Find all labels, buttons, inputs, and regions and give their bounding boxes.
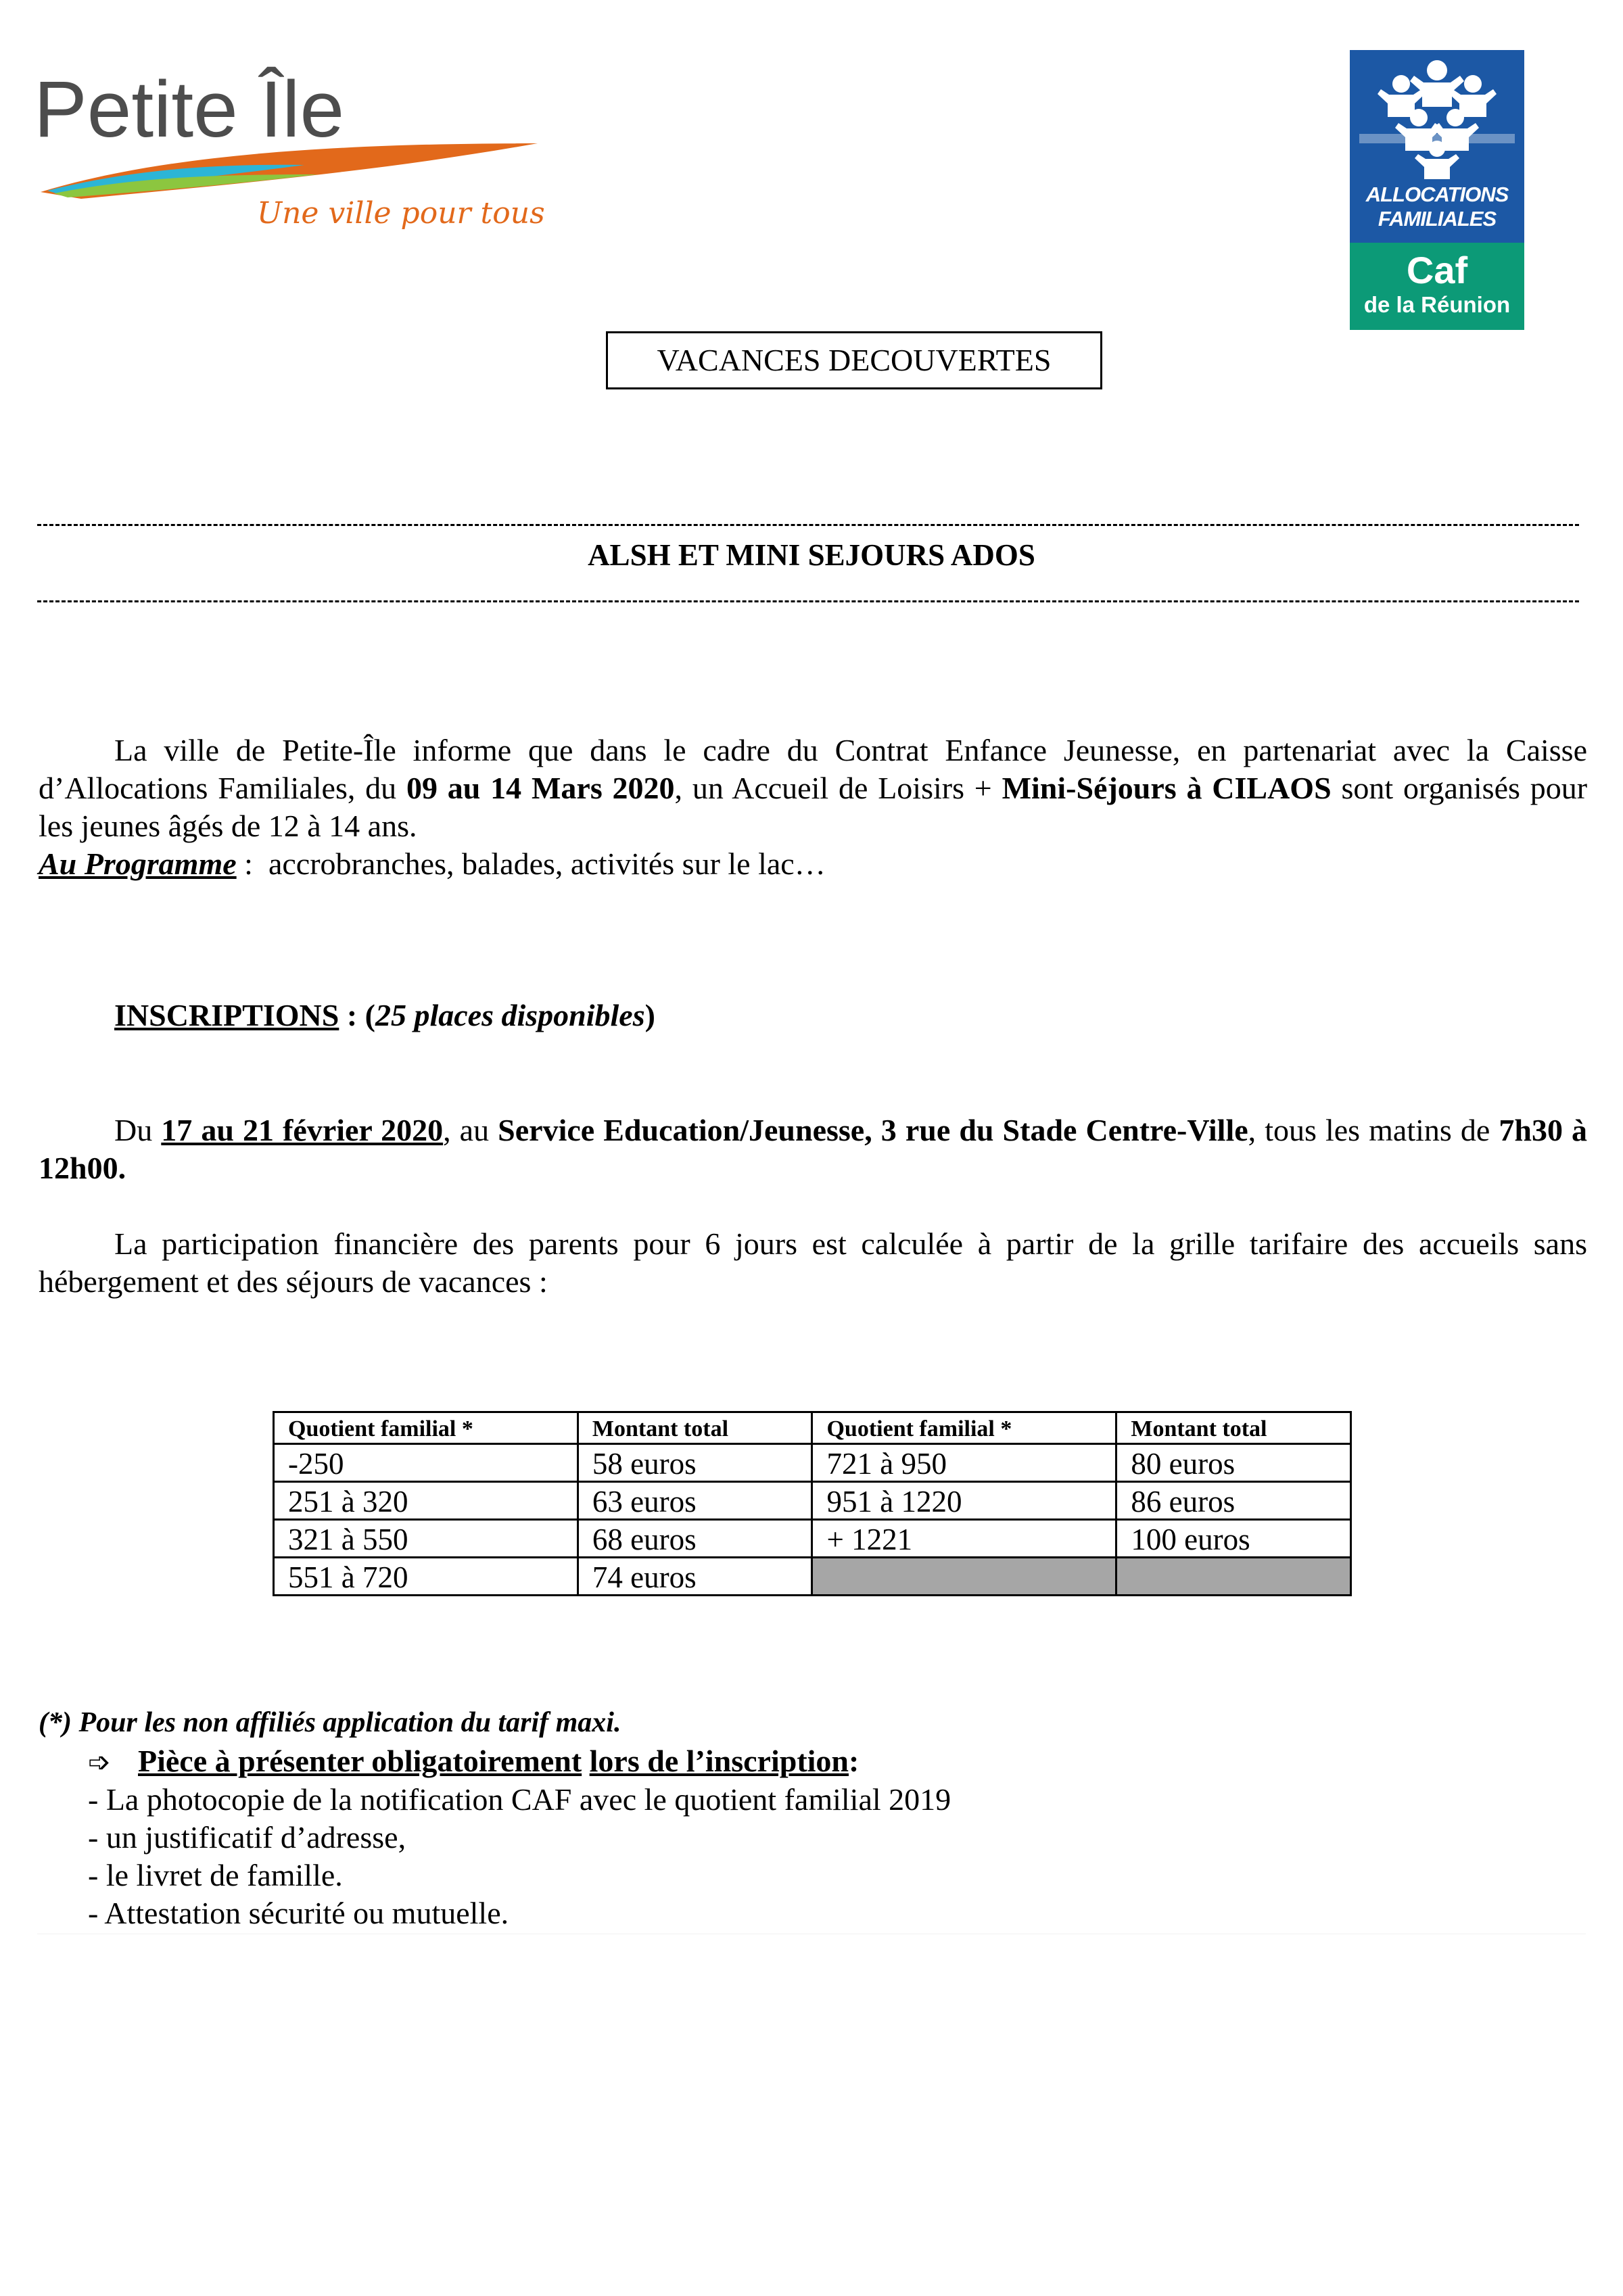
required-documents-list xyxy=(88,1781,951,1932)
list-item: - Attestation sécurité ou mutuelle. xyxy=(88,1896,509,1930)
table-row xyxy=(274,1482,1351,1520)
table-row xyxy=(274,1444,1351,1482)
table-cell: 74 euros xyxy=(578,1558,812,1596)
table-cell: 100 euros xyxy=(1116,1520,1351,1558)
table-cell: 63 euros xyxy=(578,1482,812,1520)
caf-logo-name: Caf xyxy=(1406,249,1468,291)
section-subtitle: ALSH ET MINI SEJOURS ADOS xyxy=(588,538,1035,572)
schedule-paragraph xyxy=(39,1111,1587,1187)
intro-text-2: , un Accueil de Loisirs + xyxy=(674,771,1002,805)
registration-place: Service Education/Jeunesse, 3 rue du Stade Centre-Ville xyxy=(498,1113,1248,1147)
table-header: Montant total xyxy=(1116,1412,1351,1444)
table-cell: 321 à 550 xyxy=(274,1520,578,1558)
programme-separator: : xyxy=(236,846,253,881)
dashed-divider-top xyxy=(37,524,1579,526)
required-documents-title-c: lors de l’inscription xyxy=(589,1744,849,1778)
logo-tagline: Une ville pour tous xyxy=(257,196,545,231)
programme-label: Au Programme xyxy=(39,846,237,881)
programme-text: accrobranches, balades, activités sur le lac… xyxy=(268,846,826,881)
table-row xyxy=(274,1558,1351,1596)
intro-text-3: sont organisés pour les jeunes âgés de 12 à 14 ans. xyxy=(39,771,1588,843)
table-cell: 251 à 320 xyxy=(274,1482,578,1520)
intro-paragraph xyxy=(39,732,1587,845)
schedule-text-3: , tous les matins de xyxy=(1248,1113,1499,1147)
table-cell: 86 euros xyxy=(1116,1482,1351,1520)
required-documents-title-a: Pièce à présenter obligatoirement xyxy=(138,1744,582,1778)
event-dates: 09 au 14 Mars 2020 xyxy=(406,771,675,805)
list-item: - un justificatif d’adresse, xyxy=(88,1820,406,1855)
table-row xyxy=(274,1520,1351,1558)
caf-logo xyxy=(1350,50,1524,330)
intro-text-1: La ville de Petite-Île informe que dans le cadre du Contrat Enfance Jeunesse, en partenariat avec la Caisse d’Allocations Familiales, du xyxy=(39,733,1587,805)
caf-logo-line1: ALLOCATIONS xyxy=(1365,183,1509,206)
table-cell: 951 à 1220 xyxy=(812,1482,1116,1520)
registration-hours: 7h30 à 12h00. xyxy=(39,1113,1588,1185)
logo-name: Petite Île xyxy=(34,65,345,154)
programme-line xyxy=(39,845,1587,883)
caf-logo-line2: FAMILIALES xyxy=(1378,207,1497,231)
table-cell: + 1221 xyxy=(812,1520,1116,1558)
dashed-divider-bottom xyxy=(37,600,1579,602)
tariff-table xyxy=(273,1411,1352,1596)
registration-dates: 17 au 21 février 2020 xyxy=(161,1113,444,1147)
caf-logo-text xyxy=(1350,183,1524,231)
table-cell: 80 euros xyxy=(1116,1444,1351,1482)
inscriptions-close: ) xyxy=(644,998,655,1032)
table-header: Quotient familial * xyxy=(274,1412,578,1444)
petite-ile-logo xyxy=(34,42,548,238)
table-header: Quotient familial * xyxy=(812,1412,1116,1444)
table-cell: -250 xyxy=(274,1444,578,1482)
table-cell: 721 à 950 xyxy=(812,1444,1116,1482)
participation-paragraph: La participation financière des parents pour 6 jours est calculée à partir de la grille tarifaire des accueils sans hébergement et des séjours de vacances : xyxy=(39,1226,1587,1299)
mini-sejours-label: Mini-Séjours à CILAOS xyxy=(1002,771,1332,805)
inscriptions-label: INSCRIPTIONS xyxy=(114,998,339,1032)
required-documents-title-space xyxy=(582,1744,590,1778)
list-item: - le livret de famille. xyxy=(88,1858,343,1892)
tariff-footnote: (*) Pour les non affiliés application du tarif maxi. xyxy=(39,1707,621,1738)
petite-ile-logo-graphic xyxy=(34,42,548,238)
arrow-right-icon: ➩ xyxy=(88,1747,111,1778)
table-header: Montant total xyxy=(578,1412,812,1444)
caf-logo-region: de la Réunion xyxy=(1363,292,1511,317)
family-figures-icon xyxy=(1359,55,1515,184)
schedule-text-2: , au xyxy=(443,1113,498,1147)
list-item: - La photocopie de la notification CAF avec le quotient familial 2019 xyxy=(88,1782,951,1817)
schedule-text-1: Du xyxy=(114,1113,162,1147)
inscriptions-heading xyxy=(114,997,655,1034)
table-header-row xyxy=(274,1412,1351,1444)
required-documents-title-colon: : xyxy=(849,1744,860,1778)
places-available: 25 places disponibles xyxy=(375,998,645,1032)
table-cell-empty xyxy=(1116,1558,1351,1596)
table-cell: 68 euros xyxy=(578,1520,812,1558)
table-cell-empty xyxy=(812,1558,1116,1596)
document-title: VACANCES DECOUVERTES xyxy=(606,331,1102,389)
required-documents-heading xyxy=(88,1743,859,1779)
table-cell: 58 euros xyxy=(578,1444,812,1482)
table-cell: 551 à 720 xyxy=(274,1558,578,1596)
inscriptions-separator: : ( xyxy=(339,998,375,1032)
